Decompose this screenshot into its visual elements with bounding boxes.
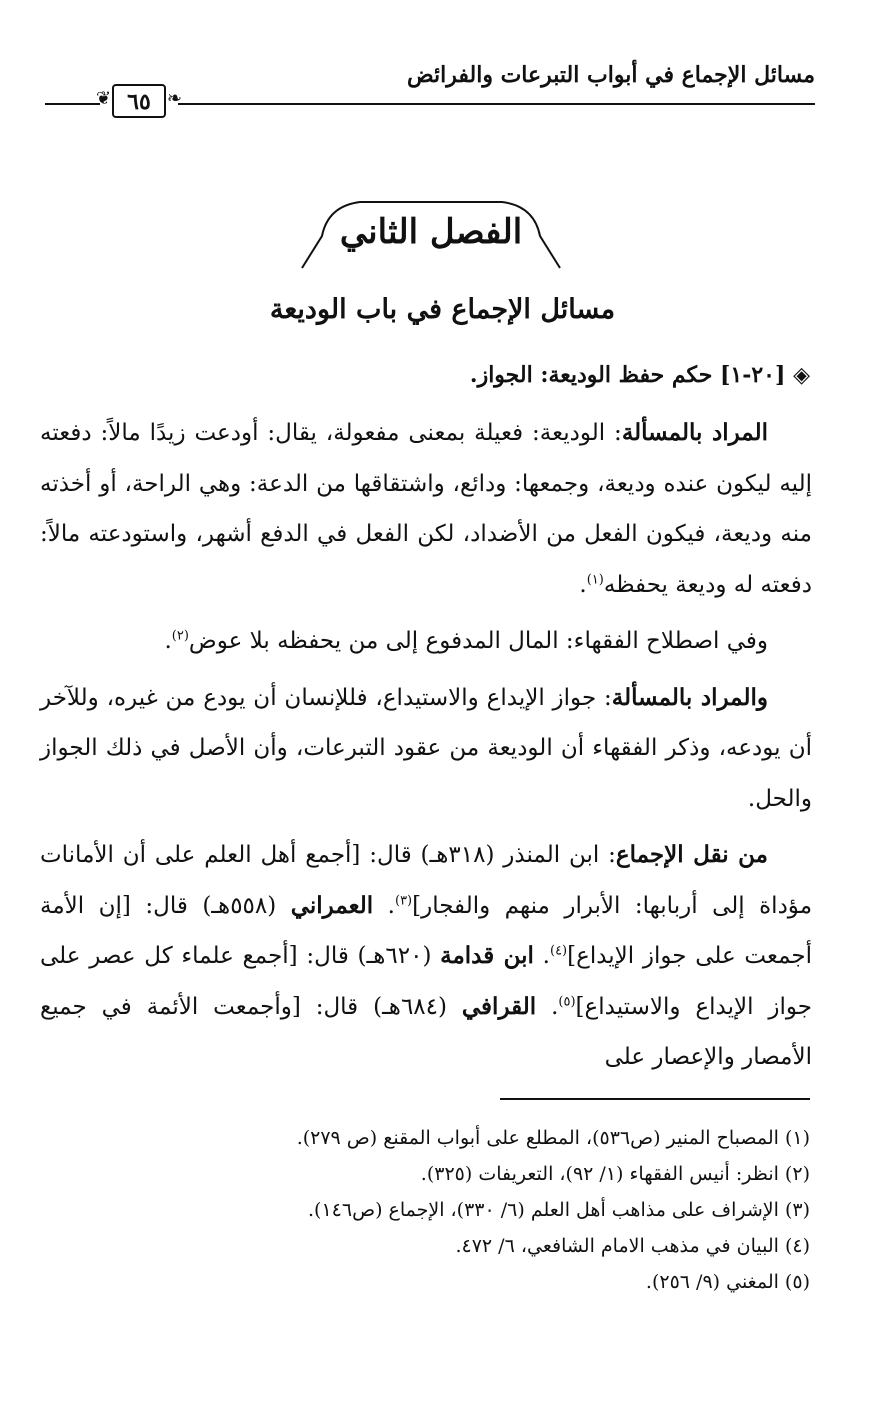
punctuation: .: [536, 993, 559, 1020]
scholar-name: العمراني: [290, 891, 374, 919]
paragraph-label: المراد بالمسألة: [621, 419, 769, 446]
chapter-title: الفصل الثاني: [339, 212, 523, 252]
page-number: ٦٥: [127, 89, 151, 115]
footnote-ref: (٢): [171, 628, 189, 644]
footnote-ref: (١): [586, 571, 604, 587]
footnote-item: (٣) الإشراف على مذاهب أهل العلم (٦/ ٣٣٠)، الإجماع (ص١٤٦).: [308, 1199, 810, 1221]
page-number-box: [96, 82, 182, 122]
punctuation: .: [533, 943, 550, 969]
footnote-ref: (٤): [549, 943, 568, 959]
paragraph-label: والمراد بالمسألة: [611, 683, 768, 711]
paragraph-terminology: [40, 616, 812, 667]
paragraph-text: (٦٢٠هـ) قال: [أجمع علماء كل عصر على جواز الإيداع والاستيداع]: [40, 943, 812, 1020]
footnotes: [90, 1120, 810, 1300]
ornament-right-icon: ❧: [166, 88, 182, 109]
paragraph-meaning: [40, 673, 812, 825]
punctuation: .: [164, 628, 172, 654]
issue-line: [470, 362, 810, 388]
footnote-item: (١) المصباح المنير (ص٥٣٦)، المطلع على أبواب المقنع (ص ٢٧٩).: [296, 1127, 810, 1149]
ornament-left-icon: ❦: [96, 88, 112, 109]
paragraph-text: (٦٨٤هـ) قال: [وأجمعت الأئمة في جميع الأمصار والإعصار على: [40, 993, 812, 1070]
paragraph-text: : ابن المنذر (٣١٨هـ) قال: [أجمع أهل العلم على أن الأمانات مؤداة إلى أربابها: الأبرار منهم والفجار]: [40, 842, 813, 919]
paragraph-label: من نقل الإجماع: [615, 841, 768, 868]
footnote-item: (٥) المغني (٩/ ٢٥٦).: [645, 1271, 810, 1293]
footnote-rule: [500, 1098, 810, 1100]
scholar-name: القرافي: [461, 992, 537, 1020]
issue-text: [٢٠-١] حكم حفظ الوديعة: الجواز.: [469, 362, 786, 388]
paragraph-text: وفي اصطلاح الفقهاء: المال المدفوع إلى من يحفظه بلا عوض: [188, 628, 768, 654]
footnote-item: (٢) انظر: أنيس الفقهاء (١/ ٩٢)، التعريفات (٣٢٥).: [420, 1163, 810, 1185]
paragraph-text: : جواز الإيداع والاستيداع، فللإنسان أن يودع من غيره، وللآخر أن يودعه، وذكر الفقهاء أن الوديعة من عقود التبرعات، وأن الأصل في ذلك الجواز والحل.: [40, 684, 812, 812]
footnote-ref: (٥): [558, 993, 576, 1009]
diamond-bullet-icon: ◈: [793, 362, 810, 388]
body-text: [40, 408, 812, 1089]
chapter-heading-frame: [300, 196, 562, 270]
punctuation: .: [579, 571, 587, 598]
punctuation: .: [373, 892, 395, 919]
footnote-item: (٤) البيان في مذهب الامام الشافعي، ٦/ ٤٧٢.: [455, 1235, 810, 1257]
paragraph-consensus: [40, 830, 812, 1083]
paragraph-definition: [40, 408, 812, 610]
section-heading: مسائل الإجماع في باب الوديعة: [269, 294, 616, 325]
paragraph-text: : الوديعة: فعيلة بمعنى مفعولة، يقال: أودعت زيدًا مالاً: دفعته إليه ليكون عنده وديعة، وجمعها: ودائع، واشتقاقها من الدعة: وهي الراحة، أو أخذته منه وديعة، فيكون الفعل من الأضداد، لكن الفعل في الدفع أشهر، واستودعته مالاً: دفعته له وديعة يحفظه: [40, 420, 812, 598]
scholar-name: ابن قدامة: [440, 942, 534, 969]
paragraph-text: (٥٥٨هـ) قال: [إن الأمة أجمعت على جواز الإيداع]: [40, 892, 813, 969]
running-title: مسائل الإجماع في أبواب التبرعات والفرائض: [407, 62, 815, 88]
footnote-ref: (٣): [394, 892, 413, 908]
